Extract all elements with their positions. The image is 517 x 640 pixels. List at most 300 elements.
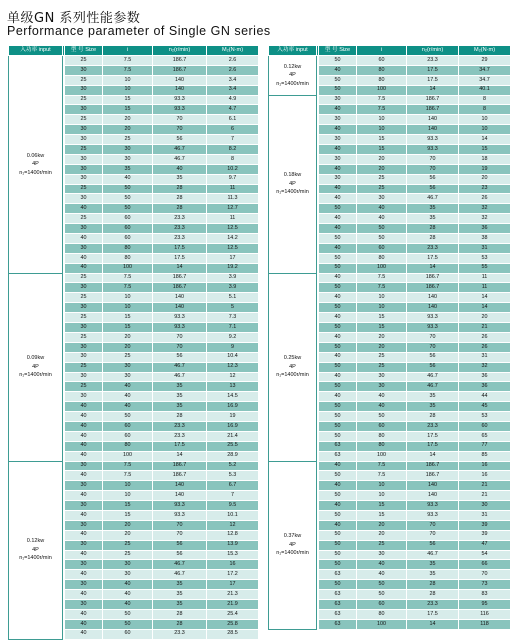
speed-cell: 93.3 [407,501,459,511]
speed-cell: 140 [407,125,459,135]
torque-cell: 11 [207,184,259,194]
pole-count-label: 4P [32,363,39,370]
size-cell: 40 [65,204,103,214]
ratio-cell: 100 [357,263,407,273]
ratio-cell: 15 [357,135,407,145]
speed-cell: 70 [407,342,459,352]
size-cell: 40 [319,501,357,511]
torque-cell: 31 [459,510,511,520]
speed-cell: 93.3 [153,501,207,511]
size-cell: 30 [65,243,103,253]
speed-cell: 46.7 [407,194,459,204]
size-cell: 30 [65,65,103,75]
size-cell: 30 [319,154,357,164]
speed-cell: 46.7 [153,154,207,164]
input-power-label: 0.37kw [283,533,302,540]
ratio-cell: 10 [357,115,407,125]
torque-cell: 29 [459,56,511,66]
size-cell: 40 [319,125,357,135]
torque-cell: 12.7 [207,204,259,214]
speed-cell: 28 [407,412,459,422]
speed-cell: 17.5 [153,243,207,253]
pole-count-label: 4P [32,546,39,553]
speed-cell: 17.5 [153,253,207,263]
speed-cell: 46.7 [407,382,459,392]
torque-cell: 38 [459,234,511,244]
ratio-cell: 40 [103,174,153,184]
torque-cell: 95 [459,599,511,609]
ratio-cell: 100 [357,451,407,461]
ratio-cell: 25 [357,184,407,194]
speed-cell: 93.3 [153,323,207,333]
speed-cell: 56 [407,540,459,550]
torque-cell: 2.6 [207,56,259,66]
size-cell: 63 [319,451,357,461]
torque-cell: 21 [459,481,511,491]
torque-cell: 4.9 [207,95,259,105]
ratio-cell: 40 [357,402,407,412]
header-model: 型 号 Size [65,46,103,56]
torque-cell: 14 [459,303,511,313]
torque-cell: 16 [207,560,259,570]
size-cell: 40 [65,609,103,619]
size-cell: 25 [65,362,103,372]
ratio-cell: 15 [103,501,153,511]
input-power-cell [9,56,63,274]
torque-cell: 17 [207,253,259,263]
size-cell: 30 [65,540,103,550]
ratio-cell: 15 [357,510,407,520]
size-cell: 40 [65,491,103,501]
size-cell: 50 [319,580,357,590]
size-cell: 30 [65,125,103,135]
speed-cell: 28 [153,619,207,629]
ratio-cell: 40 [357,570,407,580]
speed-cell: 70 [153,332,207,342]
ratio-cell: 25 [357,174,407,184]
ratio-cell: 20 [357,520,407,530]
torque-cell: 73 [459,580,511,590]
speed-cell: 93.3 [153,95,207,105]
speed-cell: 70 [407,530,459,540]
ratio-cell: 20 [357,530,407,540]
torque-cell: 12 [207,520,259,530]
torque-cell: 3.4 [207,85,259,95]
ratio-cell: 60 [357,243,407,253]
input-power-label: 0.09kw [26,355,45,362]
ratio-cell: 25 [357,352,407,362]
size-cell: 40 [319,461,357,471]
torque-cell: 26 [459,194,511,204]
torque-cell: 47 [459,540,511,550]
table-header-row [269,46,511,56]
ratio-cell: 20 [103,115,153,125]
ratio-cell: 7.5 [103,471,153,481]
ratio-cell: 20 [103,530,153,540]
ratio-cell: 15 [357,501,407,511]
torque-cell: 17.2 [207,570,259,580]
torque-cell: 6 [207,125,259,135]
size-cell: 30 [319,95,357,105]
size-cell: 30 [65,580,103,590]
speed-cell: 186.7 [407,283,459,293]
size-cell: 40 [319,194,357,204]
torque-cell: 16.9 [207,421,259,431]
torque-cell: 25.4 [207,609,259,619]
torque-cell: 7.1 [207,323,259,333]
torque-cell: 19.2 [207,263,259,273]
ratio-cell: 40 [103,599,153,609]
pole-count-label: 4P [289,72,296,79]
size-cell: 25 [65,95,103,105]
size-cell: 40 [319,224,357,234]
ratio-cell: 10 [103,481,153,491]
torque-cell: 14 [459,293,511,303]
torque-cell: 65 [459,431,511,441]
torque-cell: 5.1 [207,293,259,303]
speed-cell: 186.7 [153,471,207,481]
speed-cell: 35 [407,570,459,580]
size-cell: 40 [65,471,103,481]
torque-cell: 23 [459,184,511,194]
size-cell: 30 [65,323,103,333]
speed-cell: 140 [153,293,207,303]
ratio-cell: 10 [103,491,153,501]
torque-cell: 10.1 [207,510,259,520]
speed-cell: 28 [407,234,459,244]
ratio-cell: 7.5 [103,283,153,293]
torque-cell: 2.6 [207,65,259,75]
size-cell: 50 [319,204,357,214]
speed-cell: 23.3 [153,421,207,431]
input-speed-label: n₁=1400r/min [276,189,309,196]
ratio-cell: 7.5 [357,95,407,105]
size-cell: 40 [65,234,103,244]
speed-cell: 140 [153,303,207,313]
speed-cell: 23.3 [153,234,207,244]
ratio-cell: 7.5 [357,273,407,283]
size-cell: 25 [65,273,103,283]
speed-cell: 28 [153,194,207,204]
torque-cell: 12.8 [207,530,259,540]
ratio-cell: 20 [103,125,153,135]
speed-cell: 17.5 [407,431,459,441]
table-header-row [9,46,259,56]
torque-cell: 31 [459,352,511,362]
speed-cell: 35 [407,392,459,402]
torque-cell: 14 [459,135,511,145]
speed-cell: 14 [153,263,207,273]
size-cell: 50 [319,431,357,441]
torque-cell: 3.4 [207,75,259,85]
size-cell: 63 [319,599,357,609]
speed-cell: 70 [153,530,207,540]
speed-cell: 14 [153,451,207,461]
speed-cell: 93.3 [153,510,207,520]
size-cell: 40 [65,570,103,580]
ratio-cell: 7.5 [357,461,407,471]
ratio-cell: 20 [357,342,407,352]
table-row [9,56,259,66]
speed-cell: 23.3 [407,243,459,253]
speed-cell: 35 [153,580,207,590]
size-cell: 30 [65,342,103,352]
input-power-cell [269,56,317,96]
torque-cell: 34.7 [459,65,511,75]
input-speed-label: n₁=1400r/min [276,80,309,87]
torque-cell: 118 [459,619,511,629]
speed-cell: 140 [153,481,207,491]
size-cell: 40 [319,313,357,323]
torque-cell: 77 [459,441,511,451]
ratio-cell: 10 [357,303,407,313]
torque-cell: 21.3 [207,590,259,600]
pole-count-label: 4P [289,180,296,187]
torque-cell: 21 [459,491,511,501]
speed-cell: 186.7 [407,461,459,471]
speed-cell: 23.3 [153,431,207,441]
speed-cell: 46.7 [153,362,207,372]
ratio-cell: 15 [357,145,407,155]
torque-cell: 11 [459,283,511,293]
ratio-cell: 80 [103,441,153,451]
size-cell: 30 [65,352,103,362]
ratio-cell: 80 [103,253,153,263]
speed-cell: 70 [153,125,207,135]
torque-cell: 13.9 [207,540,259,550]
size-cell: 63 [319,590,357,600]
size-cell: 40 [65,263,103,273]
size-cell: 50 [319,303,357,313]
speed-cell: 28 [407,590,459,600]
ratio-cell: 10 [103,303,153,313]
input-speed-label: n₁=1400r/min [276,372,309,379]
speed-cell: 140 [407,491,459,501]
speed-cell: 46.7 [407,372,459,382]
ratio-cell: 30 [357,550,407,560]
size-cell: 25 [65,214,103,224]
torque-cell: 15 [459,145,511,155]
torque-cell: 54 [459,550,511,560]
ratio-cell: 7.5 [357,283,407,293]
torque-cell: 20 [459,174,511,184]
size-cell: 40 [319,164,357,174]
torque-cell: 26 [459,332,511,342]
page-title-en: Performance parameter of Single GN series [7,24,271,38]
torque-cell: 6.1 [207,115,259,125]
ratio-cell: 30 [103,362,153,372]
ratio-cell: 20 [103,342,153,352]
size-cell: 50 [319,491,357,501]
size-cell: 30 [65,85,103,95]
input-speed-label: n₁=1400r/min [19,555,52,562]
torque-cell: 18 [459,154,511,164]
size-cell: 50 [319,402,357,412]
size-cell: 30 [65,154,103,164]
header-input: 入功率 input [9,46,63,56]
size-cell: 30 [65,461,103,471]
ratio-cell: 50 [357,580,407,590]
input-power-cell [9,273,63,461]
torque-cell: 45 [459,402,511,412]
ratio-cell: 7.5 [103,56,153,66]
size-cell: 30 [65,135,103,145]
performance-table-right [268,45,511,630]
size-cell: 25 [65,313,103,323]
size-cell: 30 [319,174,357,184]
ratio-cell: 80 [357,609,407,619]
ratio-cell: 20 [357,164,407,174]
ratio-cell: 15 [103,105,153,115]
input-power-cell [269,273,317,461]
speed-cell: 93.3 [407,323,459,333]
speed-cell: 28 [153,412,207,422]
ratio-cell: 20 [103,332,153,342]
pole-count-label: 4P [32,161,39,168]
ratio-cell: 10 [357,293,407,303]
ratio-cell: 10 [103,293,153,303]
torque-cell: 8 [459,105,511,115]
torque-cell: 8 [207,154,259,164]
table-row [269,56,511,66]
input-power-label: 0.12kw [26,538,45,545]
size-cell: 40 [65,441,103,451]
speed-cell: 23.3 [407,421,459,431]
size-cell: 40 [319,145,357,155]
size-cell: 30 [65,501,103,511]
ratio-cell: 100 [357,85,407,95]
header-speed: n₂(r/min) [407,46,459,56]
torque-cell: 34.7 [459,75,511,85]
ratio-cell: 50 [103,412,153,422]
size-cell: 30 [65,392,103,402]
speed-cell: 70 [407,520,459,530]
torque-cell: 19 [207,412,259,422]
ratio-cell: 100 [103,263,153,273]
size-cell: 50 [319,342,357,352]
torque-cell: 7 [207,491,259,501]
ratio-cell: 30 [103,145,153,155]
table-row [9,273,259,283]
ratio-cell: 15 [103,323,153,333]
speed-cell: 70 [407,332,459,342]
torque-cell: 9.7 [207,174,259,184]
performance-table-left [8,45,259,640]
ratio-cell: 30 [103,560,153,570]
size-cell: 40 [319,293,357,303]
torque-cell: 40.1 [459,85,511,95]
size-cell: 50 [319,283,357,293]
ratio-cell: 25 [357,540,407,550]
ratio-cell: 80 [357,431,407,441]
speed-cell: 140 [153,491,207,501]
size-cell: 40 [319,184,357,194]
torque-cell: 116 [459,609,511,619]
size-cell: 40 [319,352,357,362]
ratio-cell: 30 [103,154,153,164]
torque-cell: 53 [459,412,511,422]
input-speed-label: n₁=1400r/min [19,372,52,379]
ratio-cell: 80 [357,441,407,451]
torque-cell: 6.7 [207,481,259,491]
ratio-cell: 50 [357,412,407,422]
speed-cell: 140 [407,293,459,303]
speed-cell: 140 [153,75,207,85]
size-cell: 25 [65,184,103,194]
table-row [269,273,511,283]
torque-cell: 32 [459,214,511,224]
torque-cell: 28.9 [207,451,259,461]
ratio-cell: 80 [357,75,407,85]
speed-cell: 23.3 [153,224,207,234]
ratio-cell: 25 [103,352,153,362]
torque-cell: 21.9 [207,599,259,609]
speed-cell: 17.5 [153,441,207,451]
header-ratio: i [357,46,407,56]
torque-cell: 60 [459,421,511,431]
speed-cell: 93.3 [153,313,207,323]
ratio-cell: 60 [103,224,153,234]
size-cell: 40 [319,65,357,75]
torque-cell: 10 [459,115,511,125]
table-row [269,461,511,471]
torque-cell: 17 [207,580,259,590]
input-speed-label: n₁=1400r/min [276,550,309,557]
torque-cell: 5 [207,303,259,313]
size-cell: 50 [319,530,357,540]
size-cell: 30 [65,560,103,570]
torque-cell: 7.3 [207,313,259,323]
pole-count-label: 4P [289,541,296,548]
size-cell: 25 [65,382,103,392]
size-cell: 40 [319,243,357,253]
speed-cell: 14 [407,263,459,273]
speed-cell: 28 [407,580,459,590]
speed-cell: 46.7 [153,560,207,570]
torque-cell: 70 [459,570,511,580]
size-cell: 50 [319,323,357,333]
size-cell: 40 [319,273,357,283]
speed-cell: 14 [407,451,459,461]
speed-cell: 93.3 [407,510,459,520]
ratio-cell: 15 [103,510,153,520]
torque-cell: 3.9 [207,273,259,283]
torque-cell: 66 [459,560,511,570]
speed-cell: 186.7 [407,105,459,115]
ratio-cell: 35 [103,164,153,174]
speed-cell: 140 [407,115,459,125]
size-cell: 63 [319,570,357,580]
ratio-cell: 60 [103,421,153,431]
torque-cell: 10.2 [207,164,259,174]
speed-cell: 186.7 [407,95,459,105]
speed-cell: 186.7 [153,273,207,283]
torque-cell: 26 [459,342,511,352]
ratio-cell: 50 [357,224,407,234]
speed-cell: 35 [407,402,459,412]
torque-cell: 3.9 [207,283,259,293]
speed-cell: 17.5 [407,609,459,619]
ratio-cell: 80 [103,243,153,253]
header-torque: M₂(N·m) [459,46,511,56]
torque-cell: 25.5 [207,441,259,451]
size-cell: 50 [319,421,357,431]
torque-cell: 19 [459,164,511,174]
speed-cell: 56 [407,174,459,184]
speed-cell: 35 [153,590,207,600]
speed-cell: 56 [153,352,207,362]
ratio-cell: 20 [357,332,407,342]
